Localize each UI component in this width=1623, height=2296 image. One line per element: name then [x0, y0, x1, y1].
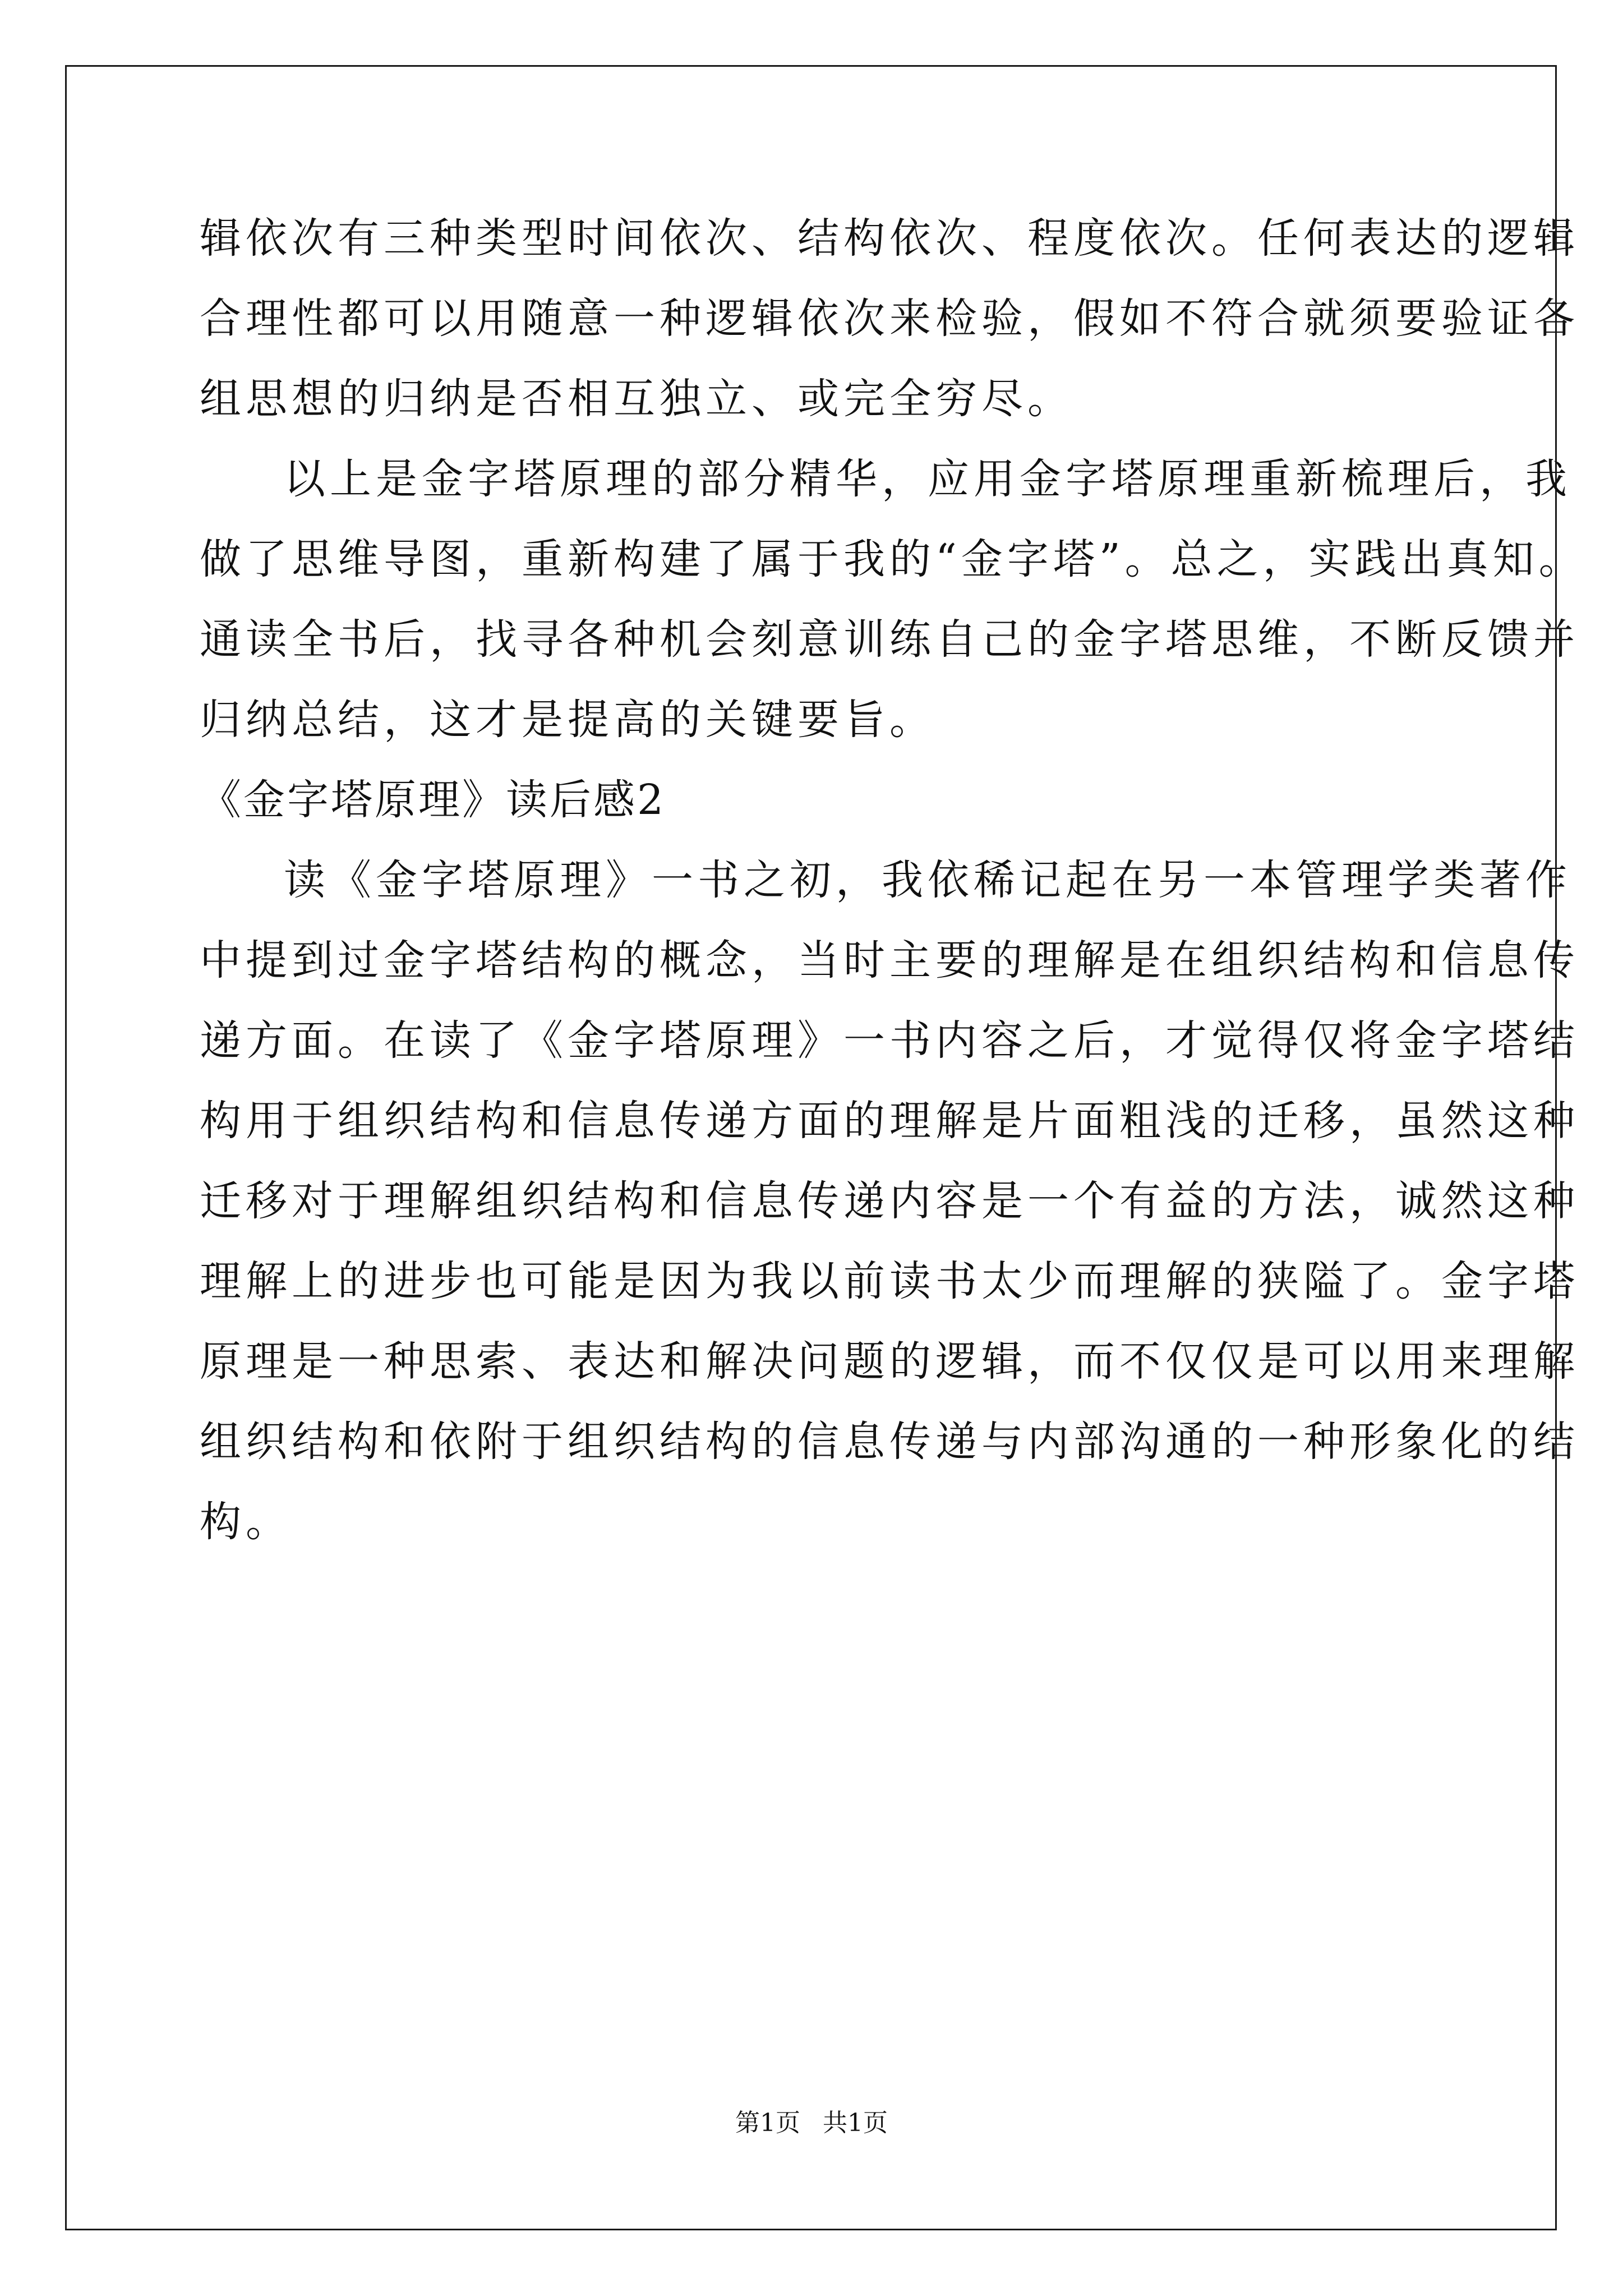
text-line: 构。 [200, 1498, 292, 1546]
text-line: 归纳总结，这才是提高的关键要旨。 [200, 696, 935, 744]
text-line: 组织结构和依附于组织结构的信息传递与内部沟通的一种形象化的结 [200, 1418, 1579, 1466]
text-line: 通读全书后，找寻各种机会刻意训练自己的金字塔思维，不断反馈并 [200, 615, 1579, 664]
text-line: 理解上的进步也可能是因为我以前读书太少而理解的狭隘了。金字塔 [200, 1257, 1579, 1305]
text-line: 递方面。在读了《金字塔原理》一书内容之后，才觉得仅将金字塔结 [200, 1016, 1579, 1065]
text-line: 读《金字塔原理》一书之初，我依稀记起在另一本管理学类著作 [284, 856, 1571, 904]
text-line: 中提到过金字塔结构的概念，当时主要的理解是在组织结构和信息传 [200, 936, 1579, 984]
text-line: 原理是一种思索、表达和解决问题的逻辑，而不仅仅是可以用来理解 [200, 1337, 1579, 1386]
text-line: 组思想的归纳是否相互独立、或完全穷尽。 [200, 375, 1073, 423]
page-footer [0, 2106, 1623, 2140]
page-number: 第1页 [735, 2109, 800, 2137]
text-line: 辑依次有三种类型时间依次、结构依次、程度依次。任何表达的逻辑 [200, 214, 1579, 263]
text-line: 做了思维导图，重新构建了属于我的“金字塔”。总之，实践出真知。 [200, 535, 1585, 583]
text-line: 合理性都可以用随意一种逻辑依次来检验，假如不符合就须要验证各 [200, 295, 1579, 343]
text-line: 以上是金字塔原理的部分精华，应用金字塔原理重新梳理后，我 [284, 455, 1571, 503]
text-line: 构用于组织结构和信息传递方面的理解是片面粗浅的迁移，虽然这种 [200, 1097, 1579, 1145]
page-total: 共1页 [823, 2109, 888, 2137]
section-heading: 《金字塔原理》读后感2 [200, 776, 666, 824]
text-line: 迁移对于理解组织结构和信息传递内容是一个有益的方法，诚然这种 [200, 1177, 1579, 1225]
